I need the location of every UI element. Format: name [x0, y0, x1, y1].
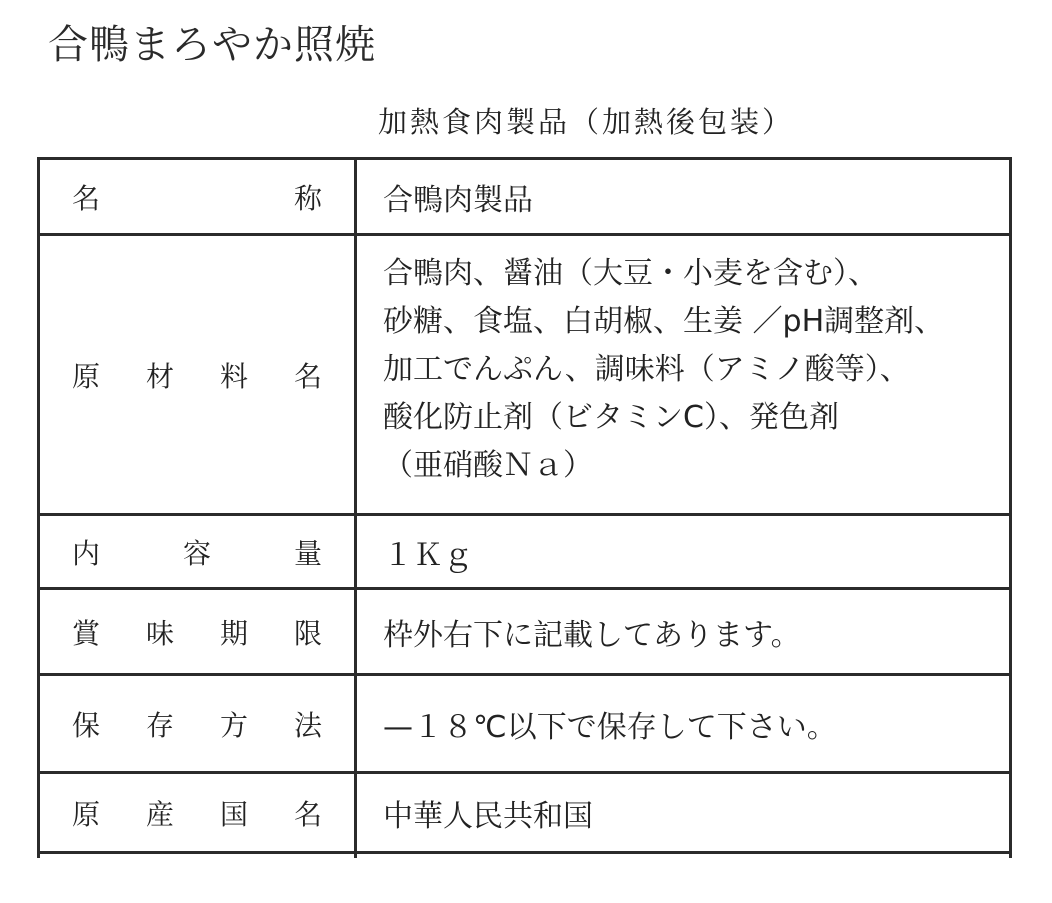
product-title: 合鴨まろやか照焼: [48, 22, 376, 68]
value-name: 合鴨肉製品: [356, 159, 1011, 235]
ingredients-line: （亜硝酸Ｎａ）: [383, 448, 593, 483]
table-row-origin: [39, 773, 1011, 853]
ingredients-line: 酸化防止剤（ビタミンC）、発色剤: [383, 400, 839, 435]
label-quantity: 内 容 量: [39, 515, 356, 589]
value-quantity: １Ｋｇ: [356, 515, 1011, 589]
value-origin: 中華人民共和国: [356, 773, 1011, 853]
ingredients-line: 砂糖、食塩、白胡椒、生姜 ／pH調整剤、: [383, 304, 945, 339]
table-row-cutoff: [39, 853, 1011, 859]
value-best-before: 枠外右下に記載してあります。: [356, 589, 1011, 675]
table-row-best-before: [39, 589, 1011, 675]
label-storage: 保 存 方 法: [39, 675, 356, 773]
ingredients-line: 加工でんぷん、調味料（アミノ酸等）、: [383, 352, 910, 387]
value-storage: —１８℃以下で保存して下さい。: [356, 675, 1011, 773]
label-best-before: 賞 味 期 限: [39, 589, 356, 675]
label-ingredients: 原 材 料 名: [39, 235, 356, 515]
food-label-table: [37, 157, 1012, 858]
label-name: 名 称: [39, 159, 356, 235]
table-row-ingredients: [39, 235, 1011, 515]
label-origin: 原 産 国 名: [39, 773, 356, 853]
table-cell-empty: [39, 853, 356, 859]
table-cell-empty: [356, 853, 1011, 859]
ingredients-line: 合鴨肉、醤油（大豆・小麦を含む）、: [383, 256, 878, 291]
value-ingredients: [356, 235, 1011, 515]
product-category: 加熱食肉製品（加熱後包装）: [378, 105, 795, 139]
table-row-storage: [39, 675, 1011, 773]
table-row-name: [39, 159, 1011, 235]
table-row-quantity: [39, 515, 1011, 589]
